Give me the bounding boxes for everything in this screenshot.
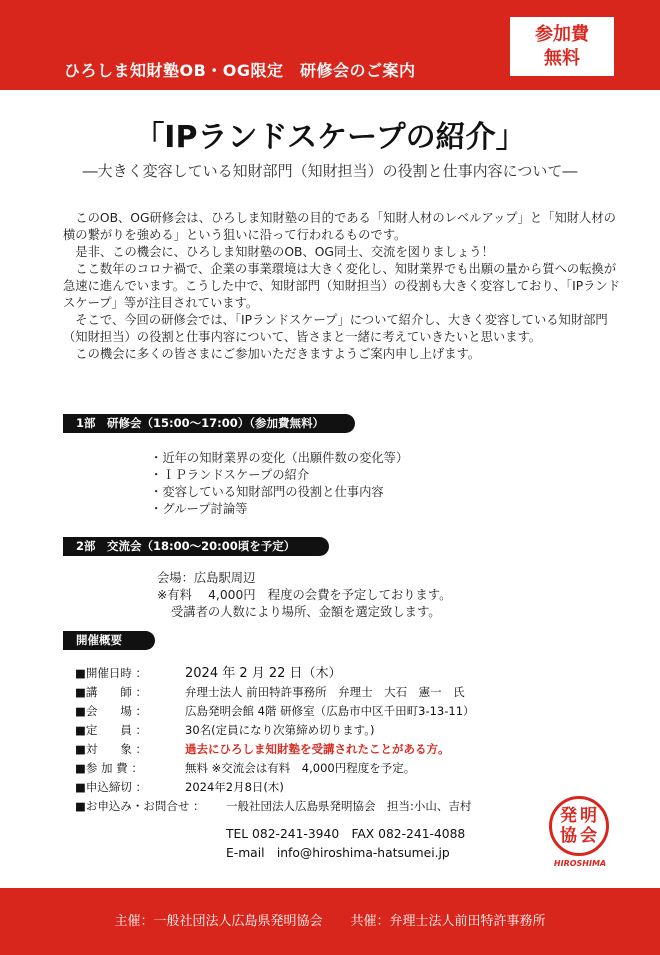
list-item: ・ グループ討論等 bbox=[150, 501, 408, 518]
footer-co-organizer: 共催：弁理士法人前田特許事務所 bbox=[350, 914, 546, 929]
overview-row-contact bbox=[75, 797, 475, 816]
logo-caption: HIROSHIMA bbox=[553, 859, 607, 868]
lecturer-value: 弁理士法人 前田特許事務所 弁理士 大石 憲一 氏 bbox=[185, 685, 465, 699]
target-label: ■対 象 ： bbox=[75, 742, 148, 756]
target-value: 過去にひろしま知財塾を受講されたことがある方。 bbox=[185, 742, 450, 756]
header-title: ひろしま知財塾OB・OG限定 研修会のご案内 bbox=[64, 61, 416, 80]
venue-value: 広島発明会館 4階 研修室（広島市中区千田町3-13-11） bbox=[185, 704, 475, 718]
date-label: ■開催日時 ： bbox=[75, 666, 148, 680]
overview-row-deadline bbox=[75, 778, 475, 797]
overview-row-venue bbox=[75, 702, 475, 721]
part1-topic-list bbox=[150, 450, 408, 518]
logo-char: 協 bbox=[560, 826, 577, 846]
logo-char: 会 bbox=[580, 826, 597, 846]
part2-note: 受講者の人数により場所、金額を選定致します。 bbox=[171, 605, 441, 619]
part2-details bbox=[157, 570, 451, 621]
overview-row-capacity bbox=[75, 721, 475, 740]
fee-badge-line2: 無料 bbox=[544, 48, 580, 69]
contact-lines bbox=[226, 825, 465, 863]
part1-tag: 1部 研修会（15:00～17:00）（参加費無料） bbox=[63, 414, 355, 433]
logo-char: 明 bbox=[580, 806, 597, 826]
fee-badge-line1: 参加費 bbox=[535, 24, 589, 45]
date-value: 2024 年 2 月 22 日（木） bbox=[185, 666, 342, 681]
part2-tag: 2部 交流会（18:00～20:00頃を予定） bbox=[63, 537, 329, 556]
overview-row-lecturer bbox=[75, 683, 475, 702]
capacity-label: ■定 員 ： bbox=[75, 723, 148, 737]
subtitle: ―大きく変容している知財部門（知財担当）の役割と仕事内容について― bbox=[82, 162, 578, 180]
overview-details bbox=[75, 664, 475, 816]
intro-paragraph: そこで、今回の研修会では、「IPランドスケープ」について紹介し、大きく変容している知財部門（知財担当）の役割と仕事内容について、皆さまと一緒に考えていきたいと思います。 bbox=[63, 313, 608, 344]
list-item: ・ ＩＰランドスケープの紹介 bbox=[150, 467, 408, 484]
overview-row-date bbox=[75, 664, 475, 683]
association-logo bbox=[549, 796, 609, 856]
contact-tel: TEL 082-241-3940 FAX 082-241-4088 bbox=[226, 827, 466, 841]
overview-tag: 開催概要 bbox=[63, 631, 155, 650]
fee-badge bbox=[508, 15, 616, 78]
contact-org: 一般社団法人広島県発明協会 担当:小山、吉村 bbox=[226, 799, 472, 813]
intro-paragraph: このOB、OG研修会は、ひろしま知財塾の目的である「知財人材のレベルアップ」と「知財人材の横の繋がりを強める」という狙いに沿って行われるものです。 bbox=[63, 211, 616, 242]
main-title: 「IPランドスケープの紹介」 bbox=[134, 120, 526, 155]
deadline-value: 2024年2月8日(木) bbox=[185, 780, 284, 794]
overview-row-target bbox=[75, 740, 475, 759]
list-item: ・ 近年の知財業界の変化（出願件数の変化等） bbox=[150, 450, 408, 467]
intro-text bbox=[63, 210, 623, 363]
fee-value: 無料 ※交流会は有料 4,000円程度を予定。 bbox=[185, 761, 416, 775]
part2-venue: 会場：広島駅周辺 bbox=[157, 571, 256, 585]
venue-label: ■会 場 ： bbox=[75, 704, 148, 718]
capacity-value: 30名(定員になり次第締め切ります。) bbox=[185, 723, 375, 737]
part2-fee: ※有料 4,000円 程度の会費を予定しております。 bbox=[157, 588, 452, 602]
deadline-label: ■申込締切 ： bbox=[75, 780, 148, 794]
contact-label: ■お申込み・お問合せ ： bbox=[75, 799, 205, 813]
overview-row-fee bbox=[75, 759, 475, 778]
intro-paragraph: この機会に多くの皆さまにご参加いただきますようご案内申し上げます。 bbox=[63, 347, 481, 361]
footer bbox=[0, 910, 660, 929]
contact-email: E-mail info@hiroshima-hatsumei.jp bbox=[226, 846, 450, 860]
intro-paragraph: ここ数年のコロナ禍で、企業の事業環境は大きく変化し、知財業界でも出願の量から質への転換が急速に進んでいます。こうした中で、知財部門（知財担当）の役割も大きく変容しており、「IPランドスケープ」等が注目されています。 bbox=[63, 262, 621, 310]
list-item: ・ 変容している知財部門の役割と仕事内容 bbox=[150, 484, 408, 501]
fee-label: ■参 加 費 ： bbox=[75, 761, 143, 775]
intro-paragraph: 是非、この機会に、ひろしま知財塾のOB、OG同士、交流を図りましょう！ bbox=[63, 245, 494, 259]
footer-organizer: 主催：一般社団法人広島県発明協会 bbox=[114, 914, 323, 929]
logo-char: 発 bbox=[560, 806, 577, 826]
lecturer-label: ■講 師 ： bbox=[75, 685, 148, 699]
